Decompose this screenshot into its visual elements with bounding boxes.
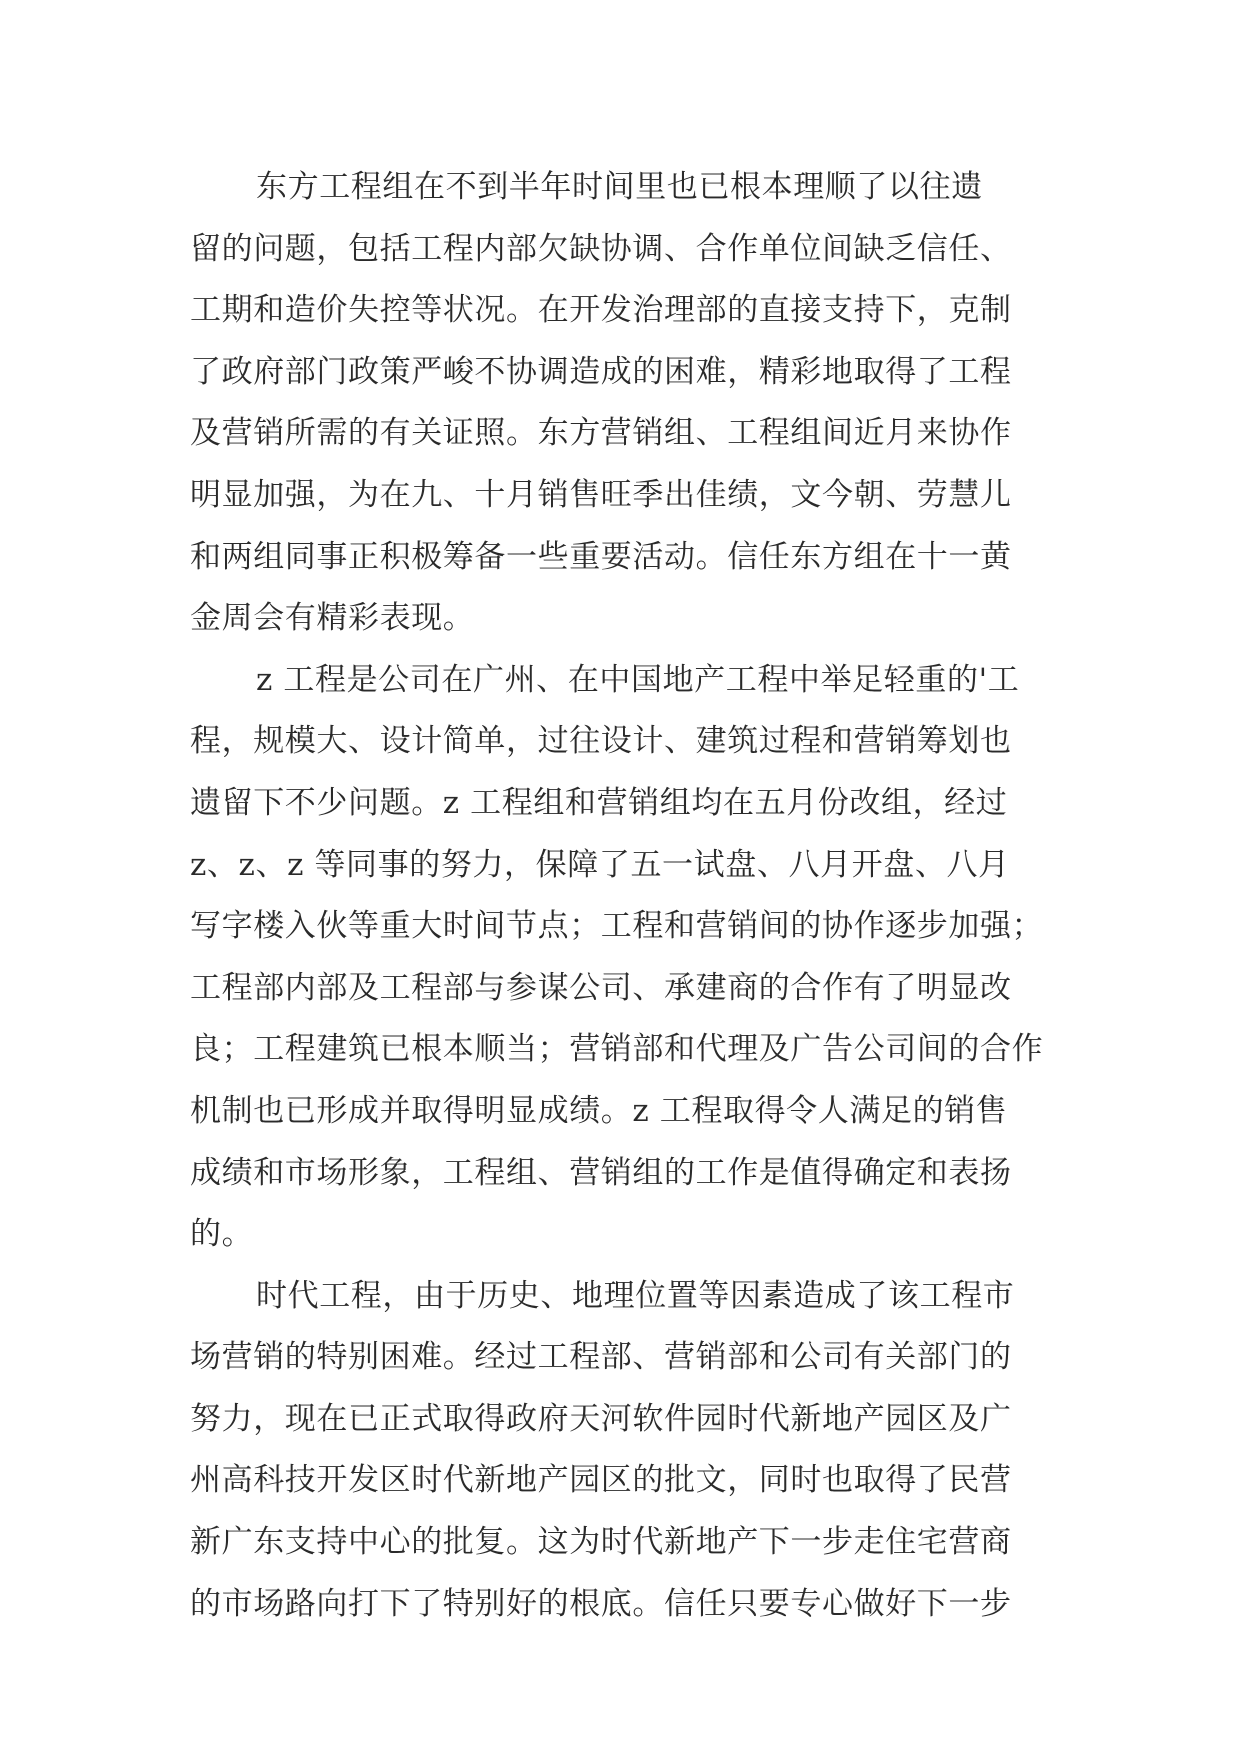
text-line: 及营销所需的有关证照。东方营销组、工程组间近月来协作 — [190, 415, 1012, 452]
text-line: 成绩和市场形象，工程组、营销组的工作是值得确定和表扬 — [190, 1154, 1012, 1191]
text-line: z、z、z 等同事的努力，保障了五一试盘、八月开盘、八月 — [190, 846, 1010, 883]
text-line: 程，规模大、设计简单，过往设计、建筑过程和营销筹划也 — [190, 723, 1012, 760]
text-line: 工期和造价失控等状况。在开发治理部的直接支持下，克制 — [190, 292, 1012, 329]
text-line: 场营销的特别困难。经过工程部、营销部和公司有关部门的 — [190, 1339, 1012, 1376]
text-line: 的。 — [190, 1216, 254, 1253]
paragraph-era-project — [190, 1266, 1070, 1636]
text-line: 州高科技开发区时代新地产园区的批文，同时也取得了民营 — [190, 1462, 1012, 1499]
paragraph-z-project — [190, 650, 1070, 1266]
text-line: 东方工程组在不到半年时间里也已根本理顺了以往遗 — [256, 169, 983, 205]
text-line: 努力，现在已正式取得政府天河软件园时代新地产园区及广 — [190, 1400, 1012, 1437]
text-line: 的市场路向打下了特别好的根底。信任只要专心做好下一步 — [190, 1585, 1012, 1622]
text-line: 时代工程，由于历史、地理位置等因素造成了该工程市 — [256, 1277, 1015, 1314]
text-line: 留的问题，包括工程内部欠缺协调、合作单位间缺乏信任、 — [190, 230, 1012, 267]
text-line: 工程部内部及工程部与参谋公司、承建商的合作有了明显改 — [190, 969, 1012, 1006]
paragraph-east-project-group — [190, 157, 1070, 650]
document-body — [190, 157, 1070, 1635]
text-line: 遗留下不少问题。z 工程组和营销组均在五月份改组，经过 — [190, 784, 1008, 821]
text-line: 了政府部门政策严峻不协调造成的困难，精彩地取得了工程 — [190, 353, 1012, 390]
text-line: 新广东支持中心的批复。这为时代新地产下一步走住宅营商 — [190, 1524, 1012, 1561]
text-line: 机制也已形成并取得明显成绩。z 工程取得令人满足的销售 — [190, 1092, 1008, 1129]
text-line: 写字楼入伙等重大时间节点；工程和营销间的协作逐步加强； — [190, 908, 1044, 945]
text-line: z 工程是公司在广州、在中国地产工程中举足轻重的'工 — [256, 661, 1020, 698]
text-line: 良；工程建筑已根本顺当；营销部和代理及广告公司间的合作 — [190, 1031, 1044, 1068]
text-line: 金周会有精彩表现。 — [190, 600, 475, 637]
text-line: 和两组同事正积极筹备一些重要活动。信任东方组在十一黄 — [190, 538, 1012, 575]
text-line: 明显加强，为在九、十月销售旺季出佳绩，文今朝、劳慧儿 — [190, 476, 1012, 513]
